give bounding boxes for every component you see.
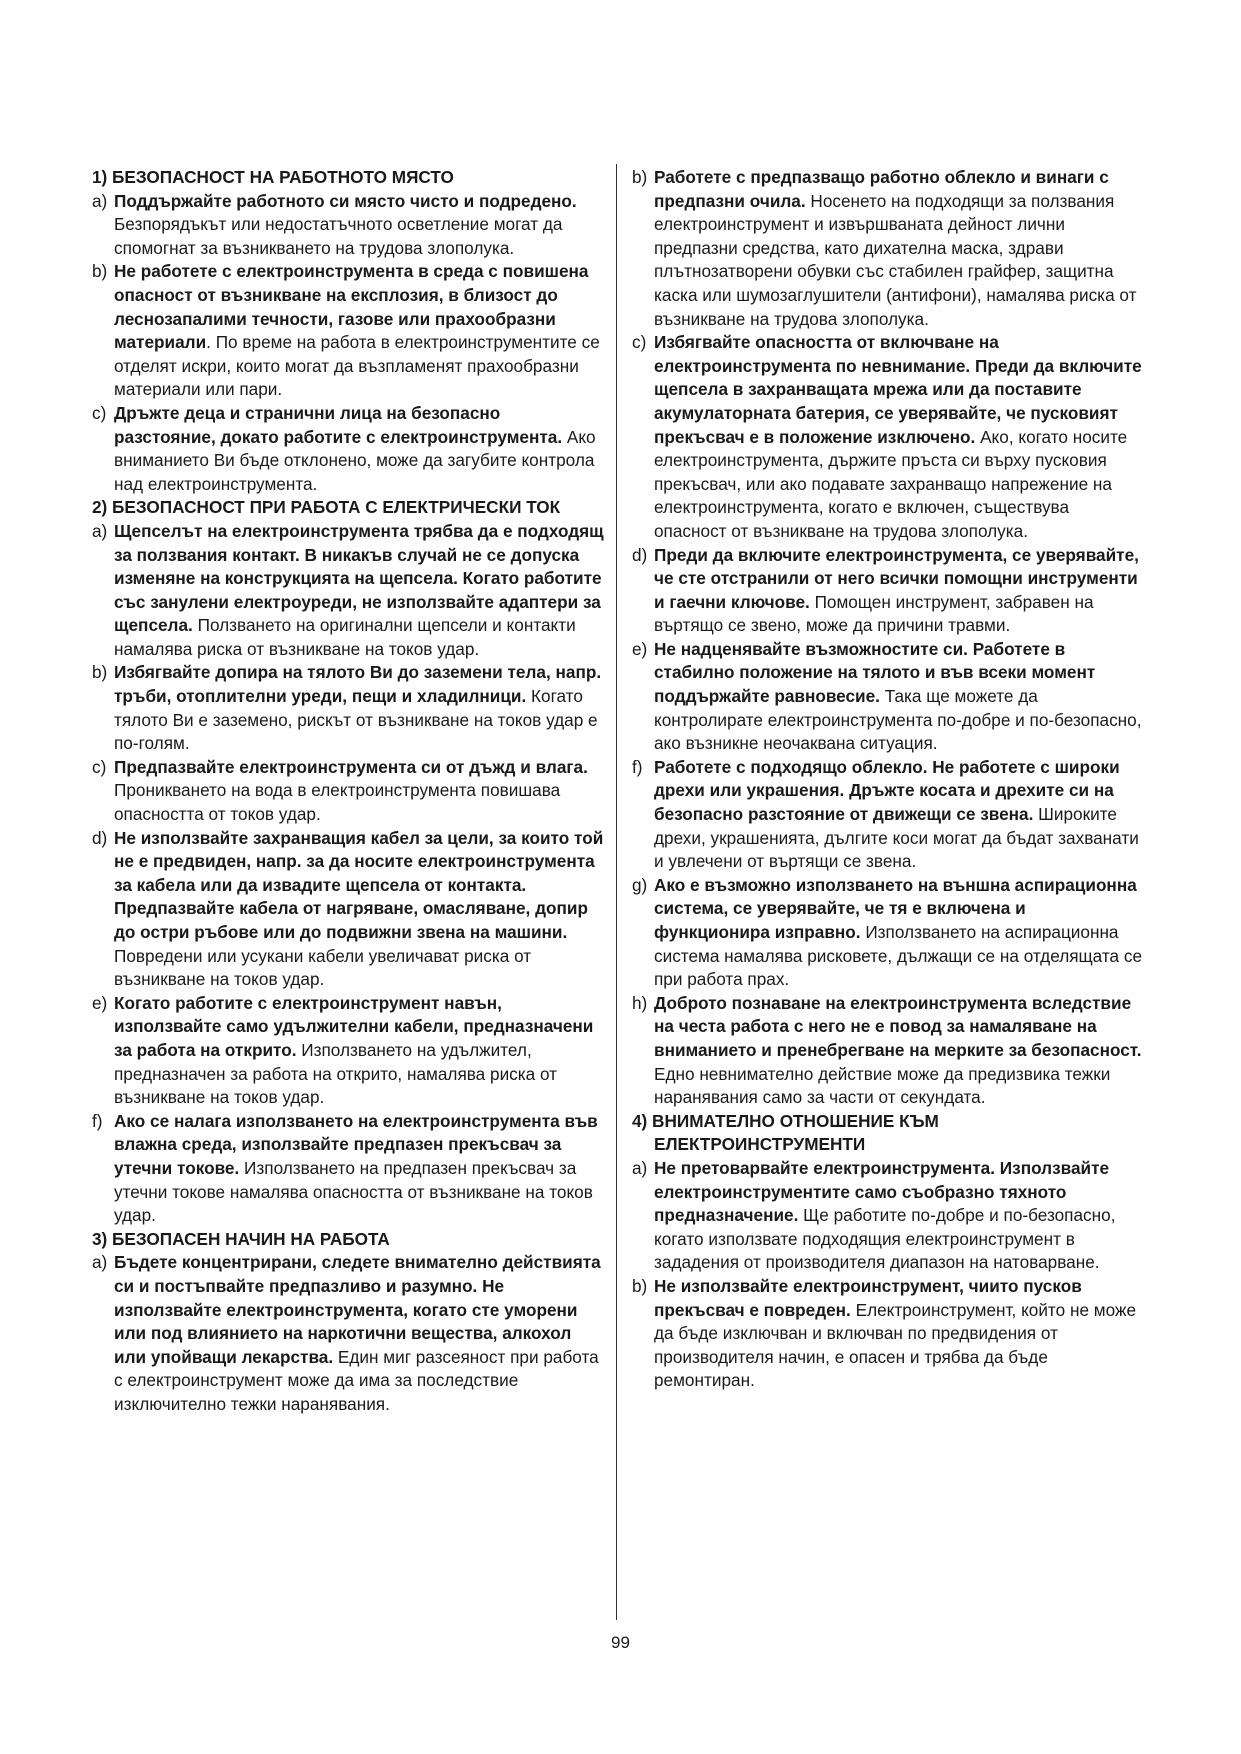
item-lead: Доброто познаване на електроинструмента вследствие на честа работа с него не е повод за намаляване на вниманието и пренебрегване на мерките за безопасност. xyxy=(654,992,1142,1060)
item-body: Ако, когато носите електроинструмента, държите пръста си върху пусковия прекъсвач, или ако подавате захранващо напрежение на електроинструмента, когато е включен, съществува опасност от възникване на трудова злополука. xyxy=(654,426,1128,541)
list-item xyxy=(632,331,1146,543)
item-letter: b) xyxy=(632,1275,648,1296)
item-letter: e) xyxy=(632,638,648,659)
item-lead: Щепселът на електроинструмента трябва да е подходящ за ползвания контакт. В никакъв случай не се допуска изменяне на конструкцията на щепсела. Когато работите със занулени електроуреди, не използвайте адаптери за щепсела. xyxy=(114,520,604,636)
item-body: Използването на предпазен прекъсвач за утечни токове намалява опасността от възникване на токов удар. xyxy=(114,1157,593,1226)
page-number: 99 xyxy=(611,1633,630,1652)
left-column xyxy=(92,166,606,1416)
list-item xyxy=(92,520,606,662)
item-body: Безпорядъкът или недостатъчното осветление могат да спомогнат за възникването на трудова злополука. xyxy=(114,214,563,258)
item-body: Използването на удължител, предназначен за работа на открито, намалява риска от възникване на токов удар. xyxy=(114,1039,558,1108)
list-item xyxy=(632,1275,1146,1393)
item-body: Когато тялото Ви е заземено, рискът от възникване на токов удар е по-голям. xyxy=(114,686,598,754)
list-item xyxy=(632,638,1146,756)
item-letter: b) xyxy=(632,167,648,187)
item-lead: Дръжте деца и странични лица на безопасно разстояние, докато работите с електроинструмента. xyxy=(114,402,563,447)
list-item xyxy=(92,661,606,755)
list-item xyxy=(92,756,606,827)
list-item xyxy=(92,260,606,402)
item-letter: a) xyxy=(92,1252,108,1273)
list-item xyxy=(632,874,1146,992)
item-body: Помощен инструмент, забравен на въртящо се звено, може да причини травми. xyxy=(654,591,1094,636)
list-item xyxy=(92,190,606,261)
item-body: . По време на работа в електроинструментите се отделят искри, които могат да възпламенят прахообразни материали или пари. xyxy=(114,332,600,400)
item-lead: Не използвайте захранващия кабел за цели, за които той не е предвиден, напр. за да носите електроинструмента за кабела или да извадите щепсела от контакта. Предпазвайте кабела от нагряване, омасляване, допир до остри ръбове или до подвижни звена на машини. xyxy=(114,827,604,942)
item-body: Един миг разсеяност при работа с електроинструмент може да има за последствие изключително тежки наранявания. xyxy=(114,1346,599,1414)
item-lead: Поддържайте работното си място чисто и подредено. xyxy=(114,190,577,211)
item-body: Електроинструмент, който не може да бъде изключван и включван по предвидения от производителя начин, е опасен и трябва да бъде ремонтиран. xyxy=(654,1299,1137,1391)
item-lead: Не работете с електроинструмента в среда с повишена опасност от възникване на експлозия, в близост до леснозапалими течности, газове или прахообразни материали xyxy=(114,261,589,353)
item-lead: Работете с предпазващо работно облекло и винаги с предпазни очила. xyxy=(654,167,1109,211)
item-lead: Бъдете концентрирани, следете внимателно действията си и постъпвайте предпазливо и разумно. Не използвайте електроинструмента, когато сте уморени или под влиянието на наркотични вещества, алкохол или упойващи лекарства. xyxy=(114,1252,601,1367)
item-body: Едно невнимателно действие може да предизвика тежки наранявания само за части от секундата. xyxy=(654,1063,1111,1108)
list-item xyxy=(632,992,1146,1110)
item-letter: d) xyxy=(92,827,108,848)
item-letter: a) xyxy=(92,190,108,211)
item-body: Ако вниманието Ви бъде отклонено, може да загубите контрола над електроинструмента. xyxy=(114,426,596,494)
item-letter: a) xyxy=(632,1157,648,1178)
item-body: Ползването на оригинални щепсели и контакти намалява риска от възникване на токов удар. xyxy=(114,615,576,659)
item-letter: f) xyxy=(632,756,643,777)
item-letter: c) xyxy=(92,756,107,777)
section-heading-work-area: 1) БЕЗОПАСНОСТ НА РАБОТНОТО МЯСТО xyxy=(92,167,454,187)
list-item xyxy=(92,1110,606,1228)
item-lead: Избягвайте опасността от включване на електроинструмента по невнимание. Преди да включите щепсела в захранващата мрежа или да поставите акумулаторната батерия, се уверявайте, че пусковият прекъсвач е в положение изключено. xyxy=(654,332,1142,447)
item-body: Проникването на вода в електроинструмента повишава опасността от токов удар. xyxy=(114,780,561,825)
item-body: Ще работите по-добре и по-безопасно, когато използвате подходящия електроинструмент в зададения от производителя диапазон на натоварване. xyxy=(654,1205,1116,1273)
item-lead: Предпазвайте електроинструмента си от дъжд и влага. xyxy=(114,756,588,777)
item-lead: Когато работите с електроинструмент навън, използвайте само удължителни кабели, предназначени за работа на открито. xyxy=(114,992,594,1060)
list-item xyxy=(632,544,1146,638)
right-column xyxy=(632,166,1146,1393)
section-heading-safe-work: 3) БЕЗОПАСЕН НАЧИН НА РАБОТА xyxy=(92,1228,390,1249)
item-letter: f) xyxy=(92,1110,103,1131)
list-item xyxy=(632,1157,1146,1275)
item-lead: Ако е възможно използването на външна аспирационна система, се уверявайте, че тя е включена и функционира изправно. xyxy=(654,874,1137,942)
item-letter: g) xyxy=(632,874,648,895)
list-item xyxy=(632,166,1146,331)
item-lead: Работете с подходящо облекло. Не работете с широки дрехи или украшения. Дръжте косата и дрехите си на безопасно разстояние от движещи се звена. xyxy=(654,756,1120,825)
item-letter: c) xyxy=(632,332,647,353)
list-item xyxy=(92,992,606,1110)
item-letter: b) xyxy=(92,662,108,683)
item-letter: d) xyxy=(632,544,648,565)
item-body: Повредени или усукани кабели увеличават риска от възникване на токов удар. xyxy=(114,945,532,990)
item-letter: c) xyxy=(92,402,107,423)
item-letter: b) xyxy=(92,261,108,282)
list-item xyxy=(92,827,606,992)
list-item xyxy=(632,756,1146,874)
list-item xyxy=(92,402,606,496)
item-body: Така ще можете да контролирате електроинструмента по-добре и по-безопасно, ако възникне неочаквана ситуация. xyxy=(654,686,1142,754)
section-heading-tool-care: 4) ВНИМАТЕЛНО ОТНОШЕНИЕ КЪМ ЕЛЕКТРОИНСТРУМЕНТИ xyxy=(632,1110,939,1155)
item-lead: Преди да включите електроинструмента, се уверявайте, че сте отстранили от него всички помощни инструменти и гаечни ключове. xyxy=(654,544,1139,612)
column-divider xyxy=(616,164,617,1620)
item-body: Широките дрехи, украшенията, дългите коси могат да бъдат захванати и увлечени от въртящи се звена. xyxy=(654,804,1139,872)
item-lead: Не използвайте електроинструмент, чиито пусков прекъсвач е повреден. xyxy=(654,1275,1082,1320)
item-lead: Избягвайте допира на тялото Ви до заземени тела, напр. тръби, отоплителни уреди, пещи и хладилници. xyxy=(114,662,602,707)
item-lead: Не претоварвайте електроинструмента. Използвайте електроинструментите само съобразно тяхното предназначение. xyxy=(654,1157,1110,1226)
item-letter: e) xyxy=(92,992,108,1013)
item-letter: a) xyxy=(92,520,108,541)
item-body: Използването на аспирационна система намалява рисковете, дължащи се на отделящата се при работа прах. xyxy=(654,922,1143,990)
section-heading-electrical: 2) БЕЗОПАСНОСТ ПРИ РАБОТА С ЕЛЕКТРИЧЕСКИ ТОК xyxy=(92,497,561,518)
item-lead: Не надценявайте възможностите си. Работете в стабилно положение на тялото и във всеки момент поддържайте равновесие. xyxy=(654,638,1096,707)
item-lead: Ако се налага използването на електроинструмента във влажна среда, използвайте предпазен прекъсвач за утечни токове. xyxy=(114,1110,598,1178)
item-letter: h) xyxy=(632,992,648,1013)
item-body: Носенето на подходящи за ползвания електроинструмент и извършваната дейност лични предпазни средства, като дихателна маска, здрави плътнозатворени обувки със стабилен грайфер, защитна каска или шумозаглушители (антифони), намалява риска от възникване на трудова злополука. xyxy=(654,190,1137,329)
list-item xyxy=(92,1251,606,1416)
